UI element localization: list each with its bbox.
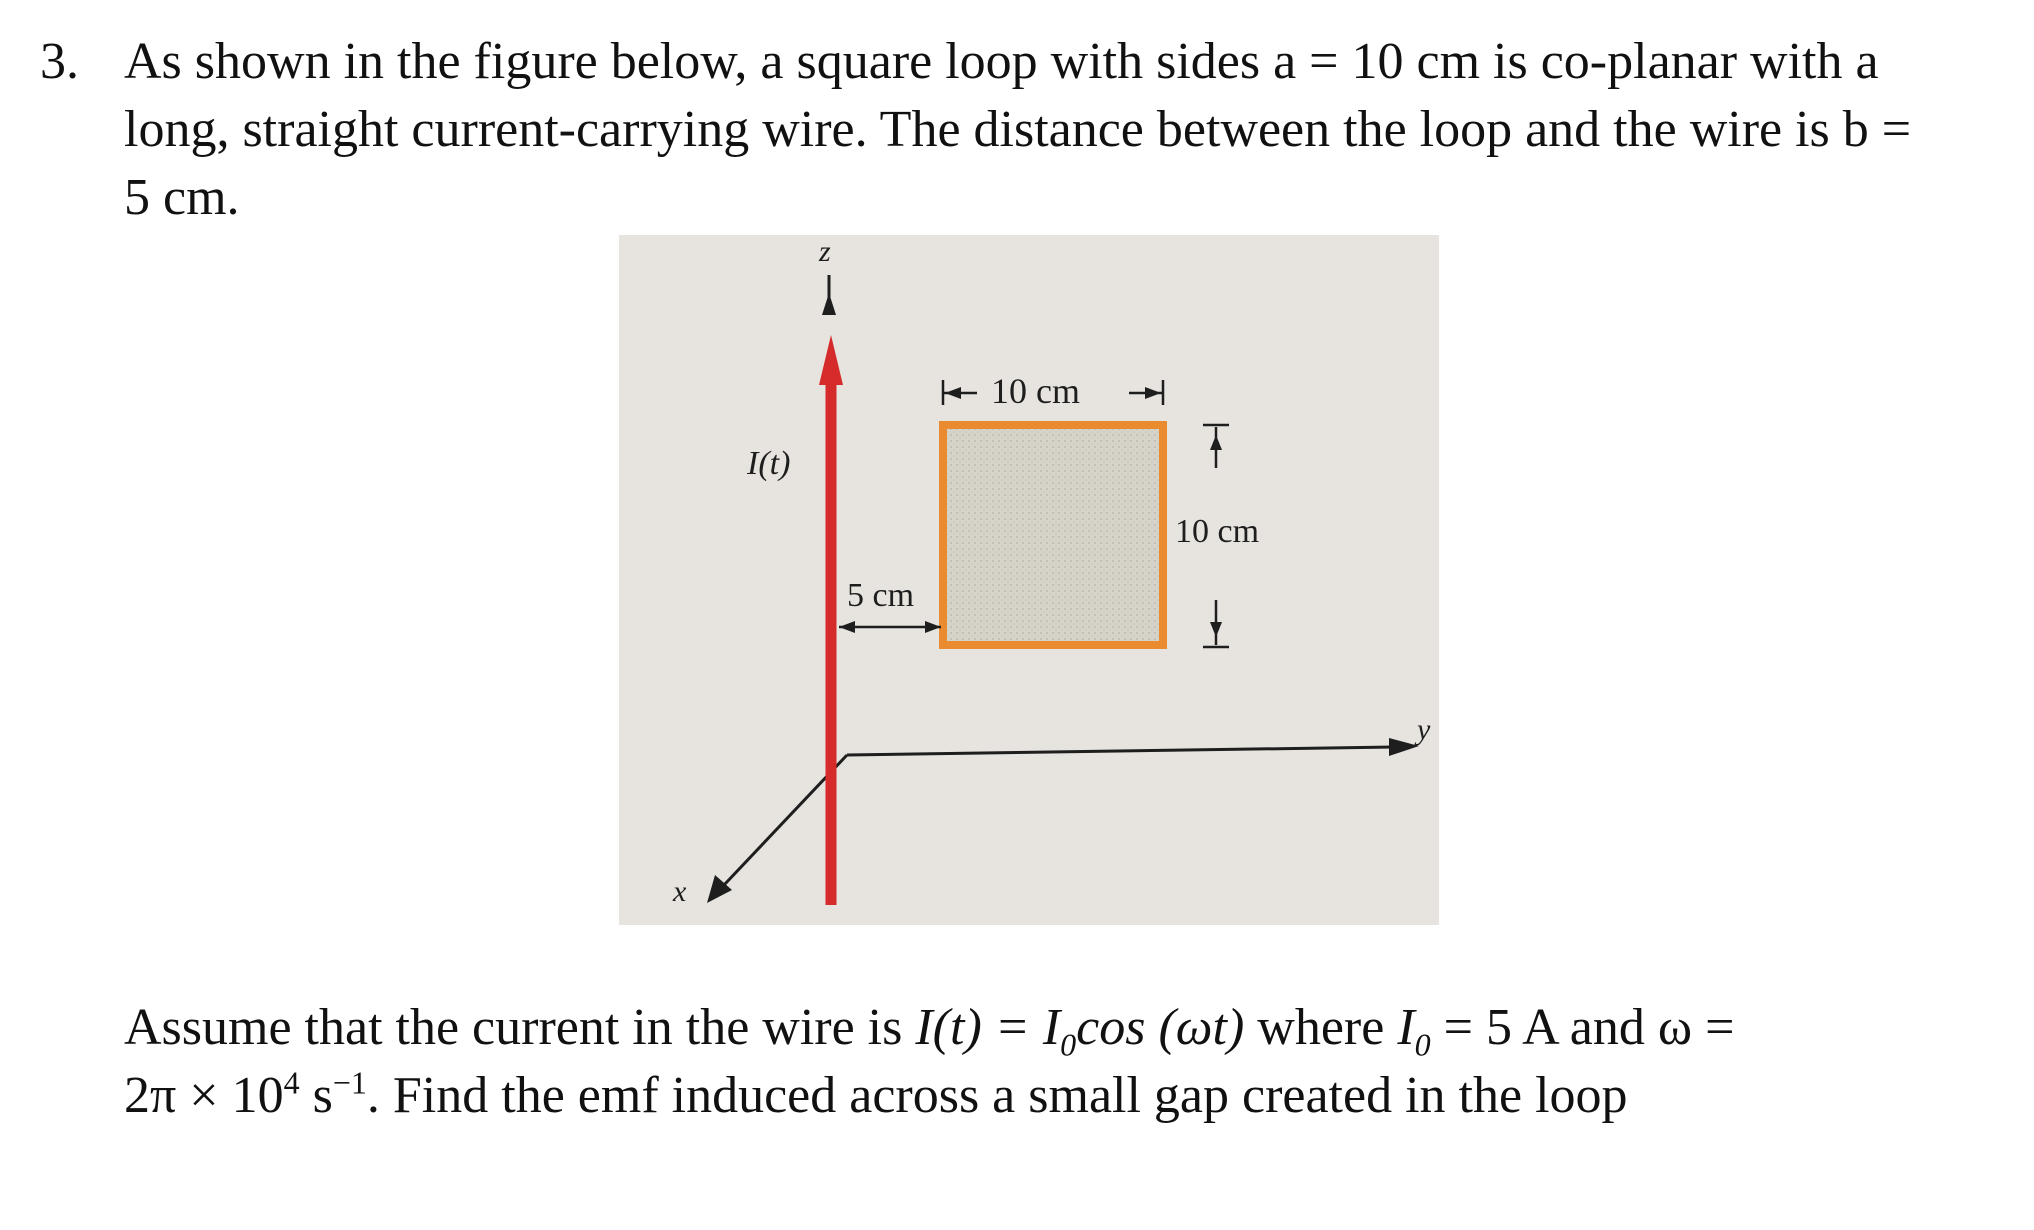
problem-line-2: long, straight current-carrying wire. The distance between the loop and the wire is b = [124, 101, 1912, 158]
question-line-2 [124, 1062, 2004, 1130]
side-dimension-label: 10 cm [1175, 513, 1260, 550]
problem-number: 3. [40, 33, 79, 90]
amplitude-value: = 5 A and ω = [1430, 999, 1735, 1056]
z-axis-label: z [819, 235, 831, 268]
question-ask: . Find the emf induced across a small gap created in the loop [366, 1067, 1628, 1124]
exponent-minus-one: −1 [332, 1064, 367, 1101]
gap-dimension-label: 5 cm [847, 577, 915, 614]
exponent-four: 4 [283, 1064, 300, 1101]
y-axis-line [847, 747, 1394, 755]
problem-body [124, 28, 2004, 232]
loop-wire-figure [619, 235, 1439, 925]
current-arrow-icon [819, 335, 843, 385]
current-label: I(t) [747, 445, 791, 482]
z-axis-arrowhead [822, 293, 836, 315]
problem-line-1: As shown in the figure below, a square loop with sides a = 10 cm is co-planar with a [124, 33, 1879, 90]
x-axis-label: x [673, 875, 687, 908]
current-expression: I(t) = I [915, 999, 1061, 1056]
omega-value: 2π × 10 [124, 1067, 284, 1124]
unit-seconds: s [299, 1067, 333, 1124]
y-axis-arrowhead [1389, 738, 1419, 756]
square-loop [943, 425, 1163, 645]
subscript-zero: 0 [1060, 1026, 1077, 1063]
amplitude-symbol: I [1397, 999, 1415, 1056]
question-line-1-intro: Assume that the current in the wire is [124, 999, 916, 1056]
amplitude-subscript: 0 [1414, 1026, 1431, 1063]
top-dimension-label: 10 cm [991, 371, 1080, 411]
figure-drawing [619, 235, 1439, 925]
y-axis-label: y [1417, 713, 1431, 746]
problem-line-3: 5 cm. [124, 169, 240, 226]
cosine-term: cos (ωt) [1076, 999, 1245, 1056]
question-line-1 [124, 994, 2004, 1062]
where-word: where [1244, 999, 1398, 1056]
question-text [124, 994, 2004, 1130]
